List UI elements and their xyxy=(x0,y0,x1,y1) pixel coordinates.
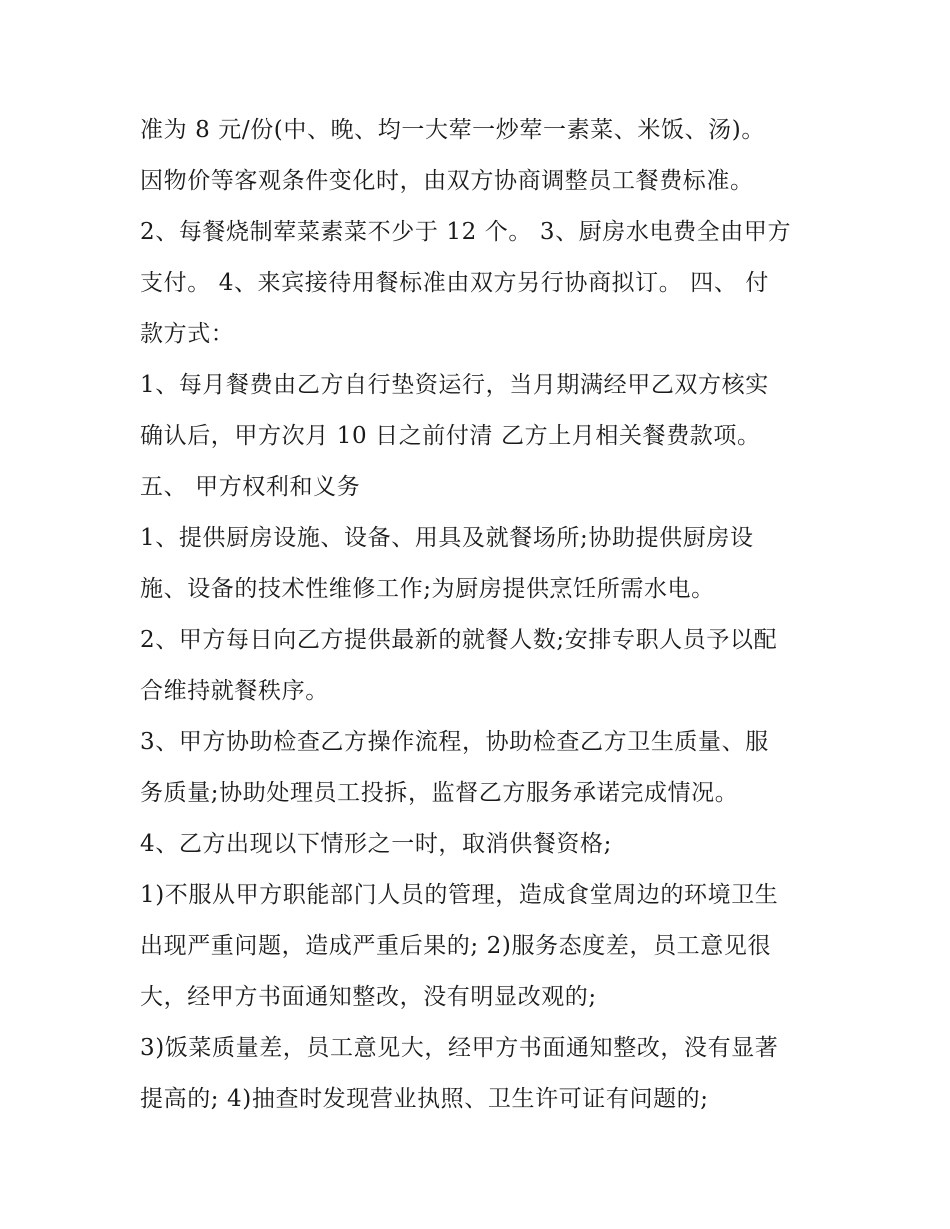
text-line: 提高的; 4)抽查时发现营业执照、卫生许可证有问题的; xyxy=(140,1086,709,1112)
text-line: 2、每餐烧制荤菜素菜不少于 12 个。 3、厨房水电费全由甲方 xyxy=(140,219,792,245)
text-line: 1)不服从甲方职能部门人员的管理，造成食堂周边的环境卫生 xyxy=(140,882,779,908)
text-line: 施、设备的技术性维修工作;为厨房提供烹饪所需水电。 xyxy=(140,576,715,602)
text-line: 支付。 4、来宾接待用餐标准由双方另行协商拟订。 四、 付 xyxy=(140,270,769,296)
section-heading: 五、 甲方权利和义务 xyxy=(140,474,361,500)
document-body xyxy=(140,105,820,1125)
text-line: 合维持就餐秩序。 xyxy=(140,678,329,704)
text-line: 确认后，甲方次月 10 日之前付清 乙方上月相关餐费款项。 xyxy=(140,423,761,449)
text-line: 务质量;协助处理员工投拆，监督乙方服务承诺完成情况。 xyxy=(140,780,739,806)
text-line: 出现严重问题，造成严重后果的; 2)服务态度差，员工意见很 xyxy=(140,933,772,959)
text-line: 1、每月餐费由乙方自行垫资运行，当月期满经甲乙双方核实 xyxy=(140,372,769,398)
text-line: 3)饭菜质量差，员工意见大，经甲方书面通知整改，没有显著 xyxy=(140,1035,779,1061)
text-line: 3、甲方协助检查乙方操作流程，协助检查乙方卫生质量、服 xyxy=(140,729,769,755)
text-line: 2、甲方每日向乙方提供最新的就餐人数;安排专职人员予以配 xyxy=(140,627,778,653)
text-line: 1、提供厨房设施、设备、用具及就餐场所;协助提供厨房设 xyxy=(140,525,754,551)
text-line: 准为 8 元/份(中、晚、均一大荤一炒荤一素菜、米饭、汤)。 xyxy=(140,117,765,143)
text-line: 4、乙方出现以下情形之一时，取消供餐资格; xyxy=(140,831,612,857)
text-line: 大，经甲方书面通知整改，没有明显改观的; xyxy=(140,984,597,1010)
text-line: 因物价等客观条件变化时，由双方协商调整员工餐费标准。 xyxy=(140,168,754,194)
text-line: 款方式： xyxy=(140,321,235,347)
